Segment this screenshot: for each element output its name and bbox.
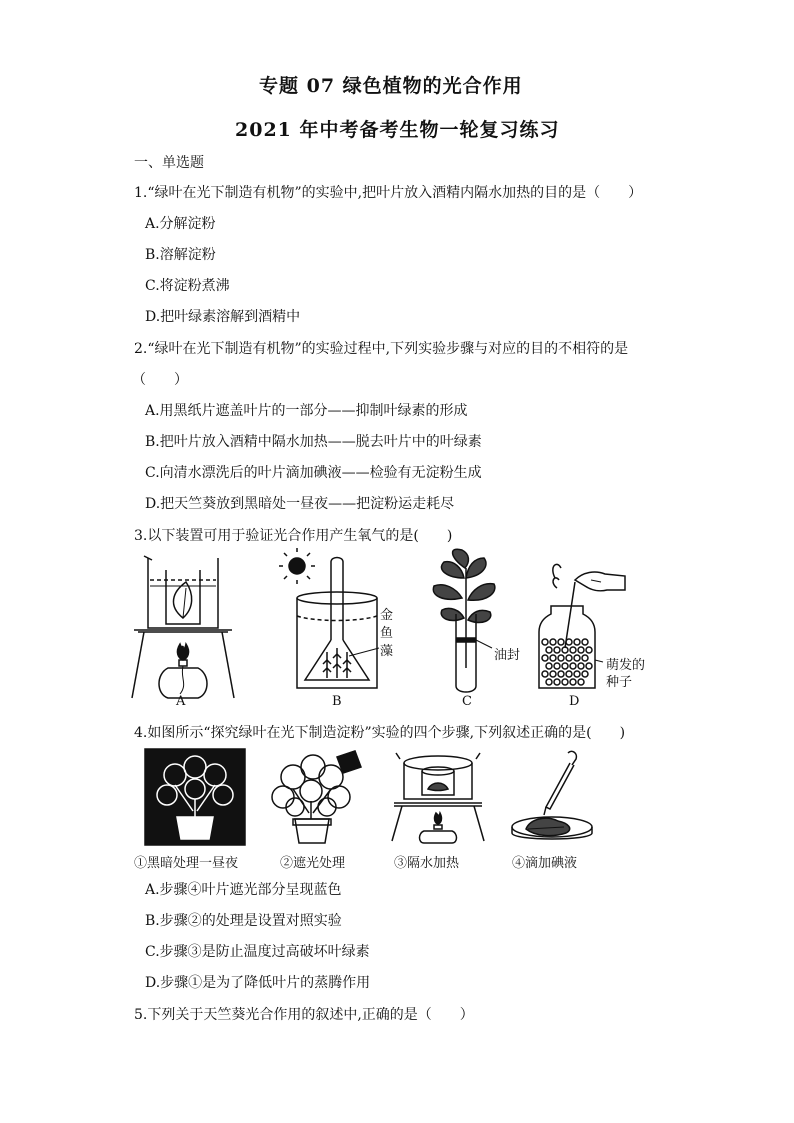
q1-option-b: B.溶解淀粉: [145, 247, 216, 263]
q3-apparatus-c: [410, 548, 520, 698]
q4-caption-2: ②遮光处理: [280, 856, 346, 871]
question-5-stem: 5.下列关于天竺葵光合作用的叙述中,正确的是（ ）: [134, 1007, 474, 1023]
q2-option-d: D.把天竺葵放到黑暗处一昼夜——把淀粉运走耗尽: [145, 496, 455, 512]
q1-option-d: D.把叶绿素溶解到酒精中: [145, 309, 301, 325]
q4-option-b: B.步骤②的处理是设置对照实验: [145, 913, 342, 929]
q3-d-seed-label-2: 种子: [606, 675, 633, 690]
q3-b-plant-label-2: 鱼: [380, 626, 394, 641]
q4-option-a: A.步骤④叶片遮光部分呈现蓝色: [145, 882, 342, 898]
q1-option-c: C.将淀粉煮沸: [145, 278, 230, 294]
q3-label-d: D: [569, 694, 580, 709]
section-heading: 一、单选题: [134, 155, 204, 171]
page-subtitle: 2021 年中考备考生物一轮复习练习: [235, 119, 560, 141]
q2-option-c: C.向清水漂洗后的叶片滴加碘液——检验有无淀粉生成: [145, 465, 482, 481]
question-2-stem-cont: （ ）: [132, 372, 188, 388]
q4-step3-water-bath: [388, 749, 488, 845]
question-4-stem: 4.如图所示“探究绿叶在光下制造淀粉”实验的四个步骤,下列叙述正确的是( ): [134, 725, 626, 741]
q3-b-plant-label-1: 金: [380, 608, 394, 623]
q3-label-a: A: [176, 694, 186, 709]
q4-option-d: D.步骤①是为了降低叶片的蒸腾作用: [145, 975, 371, 991]
q4-step1-dark-plant: [145, 749, 245, 845]
q4-step2-shaded-plant: [265, 747, 365, 847]
q3-label-b: B: [332, 694, 342, 709]
q4-caption-4: ④滴加碘液: [512, 856, 578, 871]
q3-b-plant-label-3: 藻: [380, 644, 394, 659]
question-2-stem: 2.“绿叶在光下制造有机物”的实验过程中,下列实验步骤与对应的目的不相符的是: [134, 341, 629, 357]
question-3-stem: 3.以下装置可用于验证光合作用产生氧气的是( ): [134, 528, 453, 544]
page-title: 专题 07 绿色植物的光合作用: [259, 75, 523, 97]
q4-option-c: C.步骤③是防止温度过高破坏叶绿素: [145, 944, 370, 960]
q1-option-a: A.分解淀粉: [145, 216, 216, 232]
q4-step4-iodine-dropper: [506, 749, 596, 845]
q3-apparatus-a: [128, 548, 238, 708]
q2-option-b: B.把叶片放入酒精中隔水加热——脱去叶片中的叶绿素: [145, 434, 482, 450]
q3-c-oil-label: 油封: [494, 648, 521, 663]
q3-d-seed-label-1: 萌发的: [606, 658, 646, 673]
q4-caption-1: ①黑暗处理一昼夜: [134, 856, 239, 871]
q3-label-c: C: [462, 694, 472, 709]
q4-caption-3: ③隔水加热: [394, 856, 460, 871]
question-1-stem: 1.“绿叶在光下制造有机物”的实验中,把叶片放入酒精内隔水加热的目的是（ ）: [134, 185, 643, 201]
q2-option-a: A.用黑纸片遮盖叶片的一部分——抑制叶绿素的形成: [145, 403, 468, 419]
